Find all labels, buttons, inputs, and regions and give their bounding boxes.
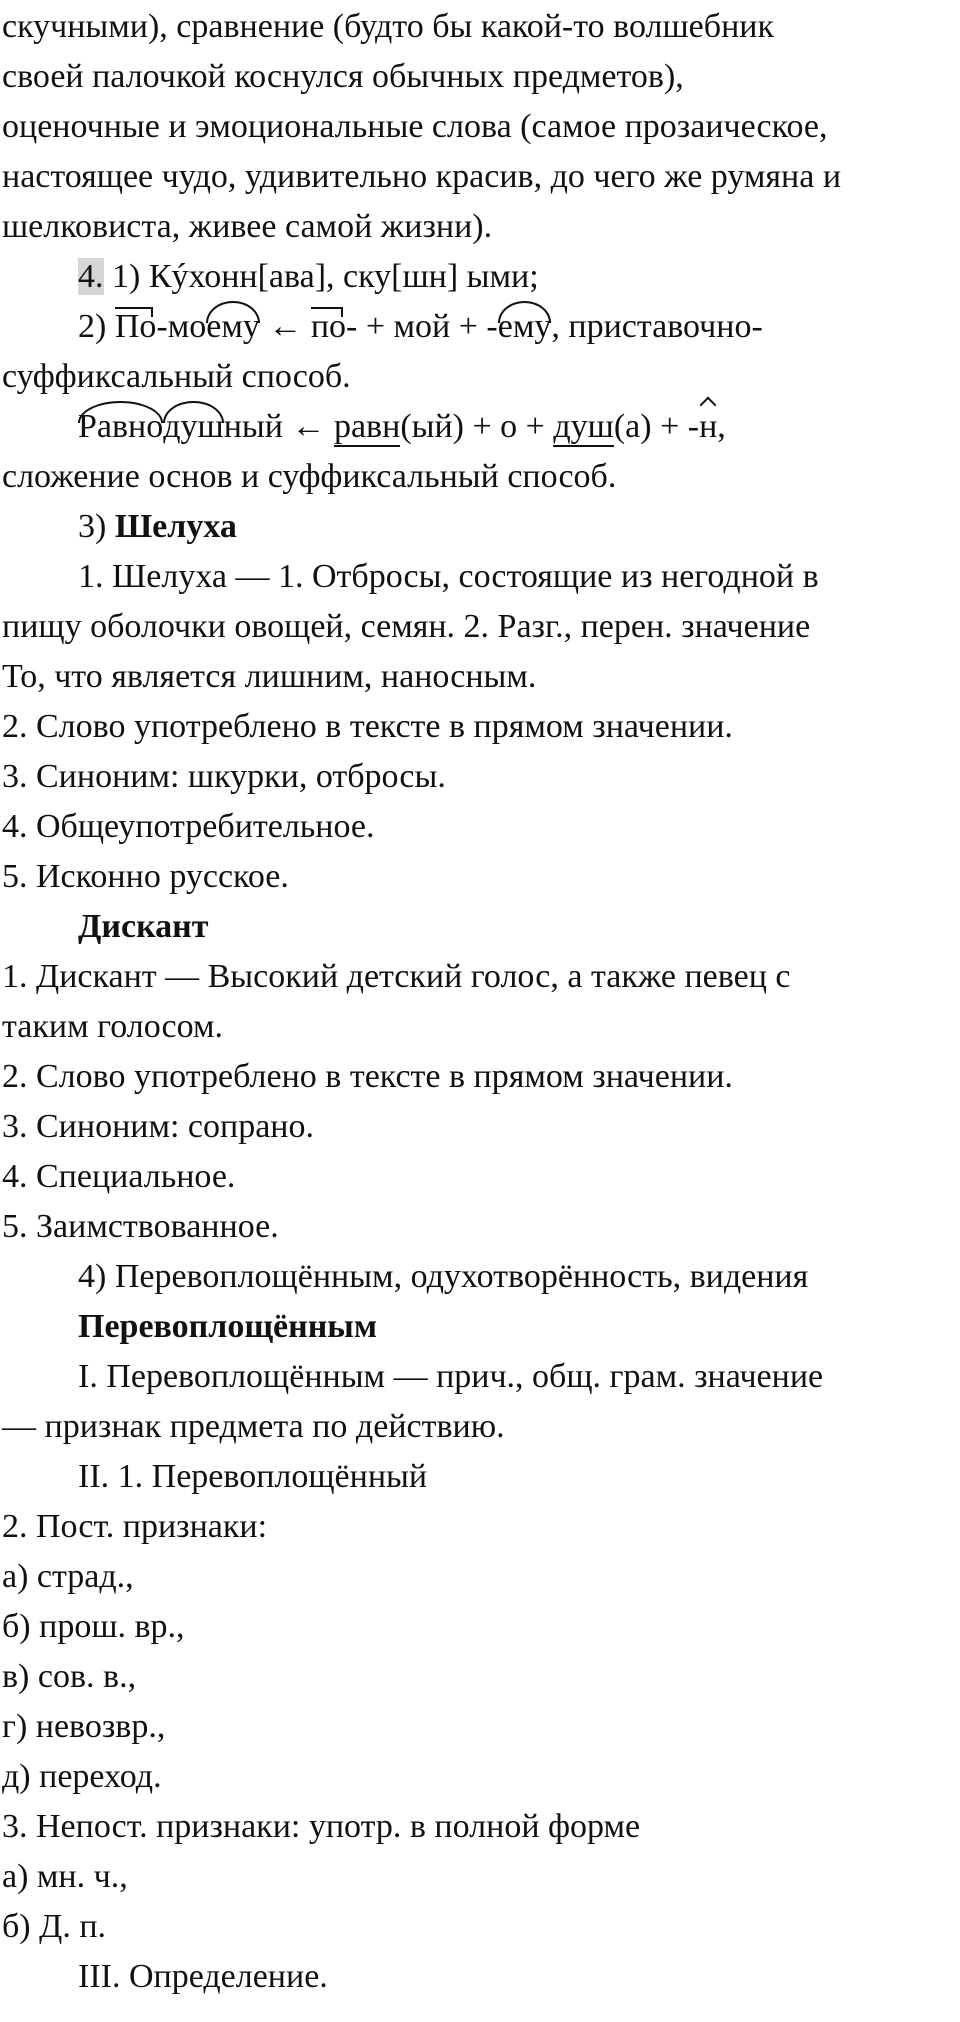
root-mark: душ	[553, 408, 614, 445]
text-line: шелковиста, живее самой жизни).	[2, 208, 493, 245]
text-line: I. Перевоплощённым — прич., общ. грам. значение	[78, 1358, 824, 1395]
text-line: 5. Заимствованное.	[2, 1208, 279, 1245]
morpheme-analysis-ravnodushny	[0, 402, 960, 452]
text-line: г) невозвр.,	[2, 1708, 166, 1745]
item-number: 3)	[78, 508, 115, 545]
text-line: 2. Пост. признаки:	[2, 1508, 268, 1545]
task-number-highlight: 4.	[78, 258, 104, 295]
word-heading	[0, 1302, 960, 1352]
task4-line	[0, 252, 960, 302]
prefix-mark: По	[115, 302, 157, 352]
root-mark: равн	[333, 408, 401, 445]
word-heading: Шелуха	[114, 508, 237, 545]
text-line: 3. Непост. признаки: употр. в полной форме	[2, 1808, 641, 1845]
word-part: ный	[223, 408, 283, 445]
suffix-mark: Равно	[78, 402, 163, 452]
text-line: 3. Синоним: сопрано.	[2, 1108, 314, 1145]
text-line: 4. Общеупотребительное.	[2, 808, 375, 845]
text-line: 2. Слово употреблено в тексте в прямом значении.	[2, 1058, 733, 1095]
derivation-arrow: ←	[282, 408, 334, 445]
word-part: (ый) + о +	[400, 408, 554, 445]
suffix-mark: ему	[206, 302, 260, 352]
text-line: 5. Исконно русское.	[2, 858, 289, 895]
word-part: -мо	[156, 308, 207, 345]
derivation-arrow: ←	[259, 308, 311, 345]
text-line: д) переход.	[2, 1758, 162, 1795]
text-line: б) Д. п.	[2, 1908, 107, 1945]
text-line: оценочные и эмоциональные слова (самое прозаическое,	[2, 108, 828, 145]
item-3-heading	[0, 502, 960, 552]
method-text: , приставочно-	[551, 308, 763, 345]
text-line: настоящее чудо, удивительно красив, до чего же румяна и	[2, 158, 842, 195]
text-line: своей палочкой коснулся обычных предметов),	[2, 58, 684, 95]
word-heading-text: Дискант	[78, 908, 209, 945]
text-line: таким голосом.	[2, 1008, 224, 1045]
text-line: 1. Шелуха — 1. Отбросы, состоящие из негодной в	[78, 558, 819, 595]
morpheme-analysis-pomoemu	[0, 302, 960, 352]
word-part: ,	[717, 408, 726, 445]
text-line: сложение основ и суффиксальный способ.	[2, 458, 617, 495]
text-line: 1. Дискант — Высокий детский голос, а также певец с	[2, 958, 791, 995]
suffix-mark: ему	[498, 302, 552, 352]
word-heading	[0, 902, 960, 952]
phonetic-text: 1) Кýхонн[ава], ску[шн] ыми;	[103, 258, 539, 295]
text-line: То, что является лишним, наносным.	[2, 658, 537, 695]
prefix-mark: по	[311, 302, 346, 352]
text-line: 4) Перевоплощённым, одухотворённость, видения	[78, 1258, 809, 1295]
text-line: пищу оболочки овощей, семян. 2. Разг., перен. значение	[2, 608, 811, 645]
text-line: а) страд.,	[2, 1558, 134, 1595]
text-line: суффиксальный способ.	[2, 358, 351, 395]
text-line: III. Определение.	[78, 1958, 328, 1995]
text-line: б) прош. вр.,	[2, 1608, 185, 1645]
suffix-mark: душ	[163, 402, 223, 452]
text-line: 2. Слово употреблено в тексте в прямом значении.	[2, 708, 733, 745]
text-line: 4. Специальное.	[2, 1158, 236, 1195]
text-line: в) сов. в.,	[2, 1658, 137, 1695]
text-line: II. 1. Перевоплощённый	[78, 1458, 428, 1495]
text-line: скучными), сравнение (будто бы какой-то волшебник	[2, 8, 774, 45]
suffix-mark: н	[699, 402, 717, 452]
text-line: 3. Синоним: шкурки, отбросы.	[2, 758, 446, 795]
word-part: (а) + -	[613, 408, 700, 445]
word-heading-text: Перевоплощённым	[78, 1308, 378, 1345]
text-line: — признак предмета по действию.	[2, 1408, 505, 1445]
word-part: - + мой + -	[346, 308, 498, 345]
text-line: а) мн. ч.,	[2, 1858, 128, 1895]
item-number: 2)	[78, 308, 115, 345]
